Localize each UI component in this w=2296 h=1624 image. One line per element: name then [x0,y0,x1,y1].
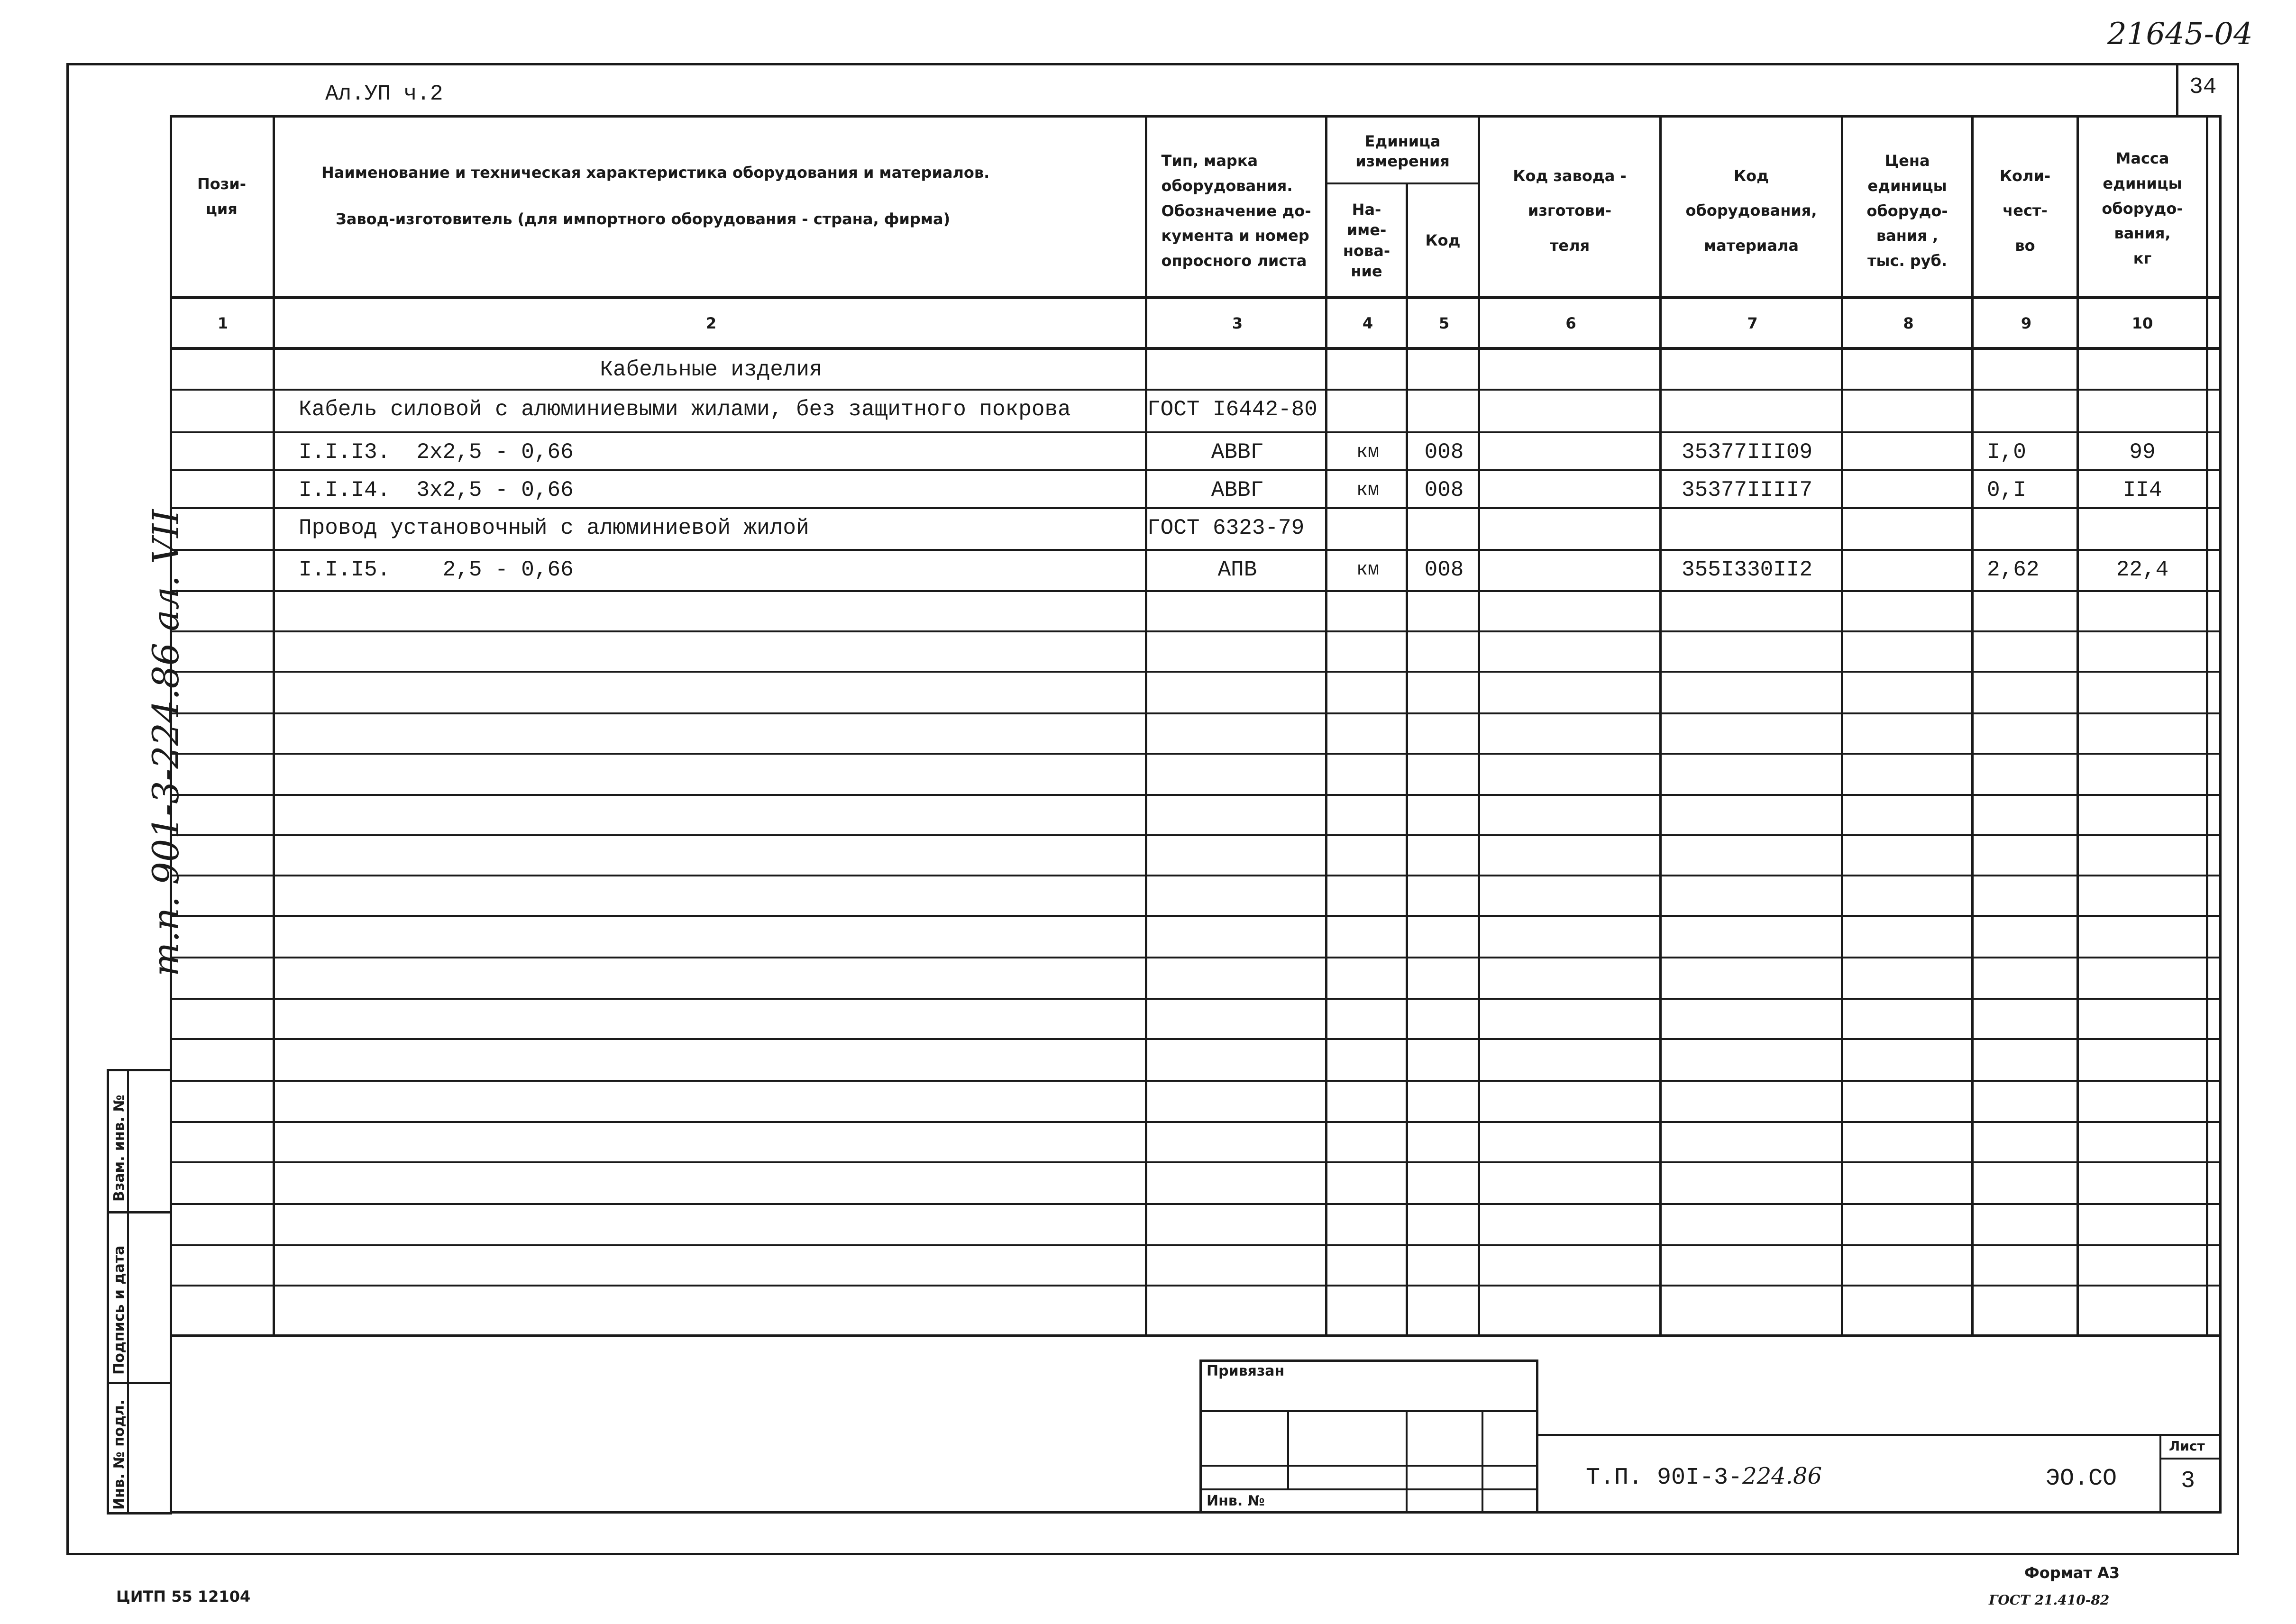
column-number-4: 4 [1362,314,1373,332]
cell-col-10: II4 [2122,478,2162,502]
cell-col-3: АПВ [1217,557,1257,582]
cell-col-2: I.I.I3. 2x2,5 - 0,66 [299,440,574,465]
unit-split-line [1325,182,1478,184]
cell-col-9: I,0 [1987,440,2026,465]
footer-citp: ЦИТП 55 12104 [116,1588,251,1606]
header-type [1147,128,1325,294]
row-line [170,998,2222,1000]
header-unit [1327,121,1478,182]
stamp-vzam-inv: Взам. инв. № [111,1095,128,1202]
row-line [170,1121,2222,1123]
designation-top-line [1538,1434,2222,1436]
cell-col-3: ГОСТ 6323-79 [1147,516,1305,540]
privyazan-v1 [1287,1410,1289,1488]
header-price [1843,128,1971,294]
row-line [170,1080,2222,1082]
column-number-2: 2 [705,314,717,332]
header-equipment-code-text: Код оборудования, материала [1685,166,1817,255]
cell-col-10: 22,4 [2116,557,2169,582]
cell-col-5: 008 [1424,557,1464,582]
list-box-left [2159,1434,2161,1514]
header-unit-code-text: Код [1425,231,1461,250]
header-type-text: Тип, марка оборудования. Обозначение до- кумента и номер опросного листа [1161,152,1311,270]
cell-col-2: Провод установочный с алюминиевой жилой [299,516,809,540]
cell-col-9: 2,62 [1987,557,2040,582]
cell-col-4: км [1356,559,1379,581]
list-value: 3 [2181,1468,2195,1495]
cell-col-7: 35377III09 [1682,440,1813,465]
header-mass-text: Масса единицы оборудо- вания, кг [2102,149,2183,268]
header-equipment-code [1662,128,1841,294]
header-name-line2: Завод-изготовитель (для импортного оборудования - страна, фирма) [336,210,951,228]
row-line [170,590,2222,592]
privyazan-h1 [1199,1410,1538,1412]
col-line-6 [1659,115,1662,1336]
album-ref: Ал.УП ч.2 [325,82,443,106]
row-line [170,1244,2222,1246]
row-line [170,712,2222,714]
row-line [170,794,2222,796]
header-name-line1: Наименование и техническая характеристика оборудования и материалов. [321,164,990,182]
col-line-9 [2076,115,2079,1336]
privyazan-v3 [1482,1410,1483,1514]
privyazan-box [1199,1359,1538,1514]
header-position [171,161,273,232]
col-line-5 [1478,115,1480,1336]
privyazan-h2 [1199,1465,1538,1467]
header-quantity [1974,128,2076,294]
cell-col-7: 35377IIII7 [1682,478,1813,502]
cell-col-3: АВВГ [1211,440,1264,465]
column-number-7: 7 [1747,314,1758,332]
stamp-signature-date: Подпись и дата [111,1245,128,1375]
cell-col-9: 0,I [1987,478,2026,502]
row-line [170,834,2222,836]
sheet-number-top: 34 [2189,74,2217,100]
header-factory-code [1480,128,1659,294]
left-stamp-split-2 [107,1382,172,1384]
cell-col-7: 355I330II2 [1682,557,1813,582]
header-unit-text: Единица измерения [1355,132,1450,170]
col-line-2 [1145,115,1147,1336]
cell-col-2: Кабельные изделия [600,357,823,382]
header-unit-code [1408,185,1478,296]
side-handwritten-note: т.п. 901-3-224.86 ал. VII [145,509,187,976]
cell-col-2: I.I.I4. 3x2,5 - 0,66 [299,478,574,502]
col-line-8 [1971,115,1974,1336]
col-line-4 [1406,182,1408,1336]
privyazan-h3 [1199,1488,1538,1490]
privyazan-label: Привязан [1207,1363,1285,1379]
inv-no-label: Инв. № [1207,1493,1265,1509]
col-line-3 [1325,115,1327,1336]
column-number-6: 6 [1565,314,1576,332]
stamp-inv-podl: Инв. № подл. [111,1399,128,1510]
corner-code: 21645-04 [2107,17,2253,52]
row-line [170,630,2222,632]
row-line [170,671,2222,673]
table-bottom-line [170,1334,2222,1337]
cell-col-5: 008 [1424,478,1464,502]
cell-col-3: ГОСТ I6442-80 [1147,397,1317,422]
col-line-7 [1841,115,1843,1336]
row-line [170,915,2222,917]
column-number-9: 9 [2021,314,2032,332]
row-line [170,1038,2222,1040]
row-line [170,875,2222,876]
header-price-text: Цена единицы оборудо- вания , тыс. руб. [1866,152,1948,270]
row-line [170,1203,2222,1205]
header-unit-name-text: На- име- нова- ние [1343,201,1390,280]
header-mass [2079,121,2206,296]
section-code: ЭО.СО [2046,1465,2117,1492]
col-line-1 [273,115,275,1336]
row-line [170,1285,2222,1286]
cell-col-10: 99 [2129,440,2156,465]
column-number-5: 5 [1438,314,1450,332]
column-number-10: 10 [2131,314,2153,332]
doc-designation-hand: 224.86 [1742,1463,1822,1489]
cell-col-5: 008 [1424,440,1464,465]
column-number-1: 1 [217,314,229,332]
list-box-split [2159,1458,2222,1460]
doc-designation-prefix: Т.П. 90I-3- [1586,1464,1743,1491]
footer-format: Формат А3 [2024,1564,2120,1582]
cell-col-2: I.I.I5. 2,5 - 0,66 [299,557,574,582]
list-label: Лист [2169,1438,2205,1454]
header-factory-code-text: Код завода - изготови- теля [1513,166,1627,255]
header-unit-name [1327,185,1406,296]
cell-col-4: км [1356,441,1379,463]
cell-col-3: АВВГ [1211,478,1264,502]
left-stamp-split-1 [107,1211,172,1213]
column-number-8: 8 [1903,314,1914,332]
privyazan-v2 [1406,1410,1408,1514]
header-quantity-text: Коли- чест- во [1999,166,2051,255]
row-line [170,753,2222,755]
cell-col-2: Кабель силовой с алюминиевыми жилами, без защитного покрова [299,397,1071,422]
cell-col-4: км [1356,479,1379,501]
col-line-10 [2206,115,2208,1336]
header-position-text: Пози- ция [197,175,247,218]
doc-designation [1586,1465,1822,1490]
column-number-3: 3 [1232,314,1243,332]
row-line [170,957,2222,958]
table-top-line [170,115,2222,118]
row-line [170,1161,2222,1163]
footer-gost: ГОСТ 21.410-82 [1989,1592,2110,1608]
